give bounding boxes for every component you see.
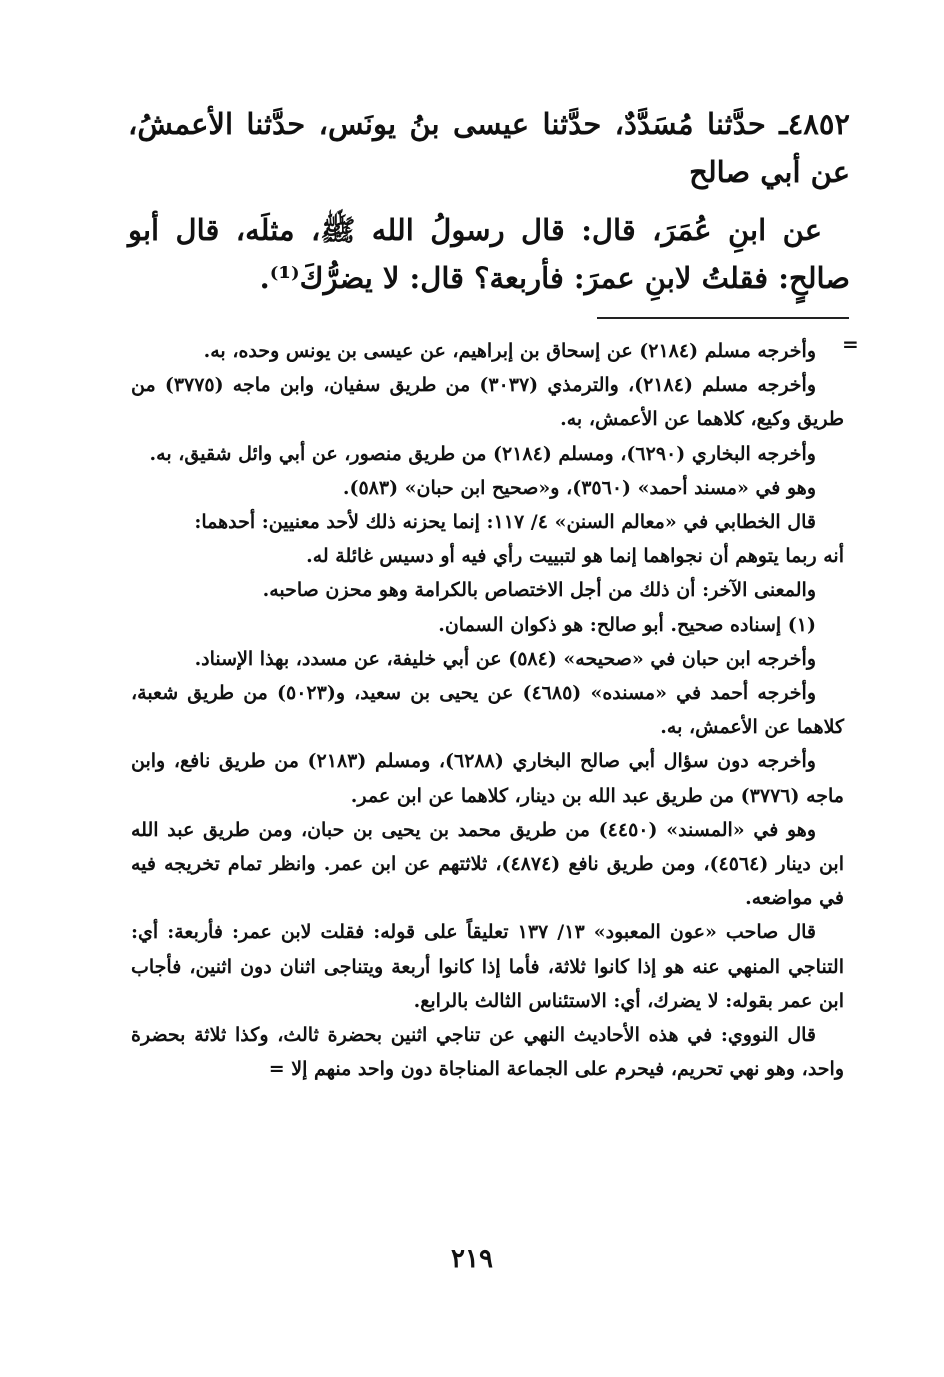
footnotes: [131, 334, 844, 1086]
footnote-paragraph: وهو في «مسند أحمد» (٣٥٦٠)، و«صحيح ابن حبان» (٥٨٣).: [342, 476, 816, 499]
footnote-paragraph: والمعنى الآخر: أن ذلك من أجل الاختصاص بالكرامة وهو محزن صاحبه.: [262, 579, 816, 602]
footnote-paragraph: قال صاحب «عون المعبود» ١٣/ ١٣٧ تعليقاً على قوله: فقلت لابن عمر: فأربعة: أي: التناجي المنهي عنه هو إذا كانوا ثلاثة، فأما إذا كانوا أربعة ويتناجى اثنان دون اثنين، فأجاب ابن عمر بقوله: لا يضرك، أي: الاستئناس الثالث بالرابع.: [131, 921, 844, 1012]
footnote-separator: [597, 317, 849, 319]
hadith-text: [128, 100, 850, 302]
footnote-paragraph: وأخرجه دون سؤال أبي صالح البخاري (٦٢٨٨)، ومسلم (٢١٨٣) من طريق نافع، وابن ماجه (٣٧٧٦) من طريق عبد الله بن دينار، كلاهما عن ابن عمر.: [131, 750, 844, 807]
hadith-isnad: ٤٨٥٢ـ حدَّثنا مُسَدَّدٌ، حدَّثنا عيسى بنُ يونَس، حدَّثنا الأعمشُ، عن أبي صالح: [128, 107, 850, 189]
footnote-paragraph: وأخرجه مسلم (٢١٨٤) عن إسحاق بن إبراهيم، عن عيسى بن يونس وحده، به.: [203, 340, 816, 362]
footnote-paragraph: قال النووي: في هذه الأحاديث النهي عن تناجي اثنين بحضرة ثالث، وكذا ثلاثة بحضرة واحد، وهو نهي تحريم، فيحرم على الجماعة المناجاة دون واحد منهم إلا =: [131, 1024, 844, 1081]
footnote-paragraph: وأخرجه البخاري (٦٢٩٠)، ومسلم (٢١٨٤) من طريق منصور، عن أبي وائل شقيق، به.: [149, 442, 816, 465]
footnote-paragraph: وأخرجه أحمد في «مسنده» (٤٦٨٥) عن يحيى بن سعيد، و(٥٠٢٣) من طريق شعبة، كلاهما عن الأعمش، به.: [131, 682, 844, 739]
footnote-1: (١) إسناده صحيح. أبو صالح: هو ذكوان السمان.: [438, 613, 816, 636]
page-number: ٢١٩: [451, 1244, 493, 1274]
footnote-paragraph: وأخرجه مسلم (٢١٨٤)، والترمذي (٣٠٣٧) من طريق سفيان، وابن ماجه (٣٧٧٥) من طريق وكيع، كلاهما عن الأعمش، به.: [131, 374, 844, 431]
hadith-matn: عن ابنِ عُمَرَ، قال: قال رسولُ الله ﷺ، مثلَه، قال أبو صالحٍ: فقلتُ لابنِ عمرَ: فأربعة؟ قال: لا يضرُّكَ⁽¹⁾.: [128, 213, 850, 295]
footnote-continuation-mark: =: [842, 332, 859, 356]
footnote-paragraph: وهو في «المسند» (٤٤٥٠) من طريق محمد بن يحيى بن حبان، ومن طريق عبد الله ابن دينار (٤٥٦٤)، ومن طريق نافع (٤٨٧٤)، ثلاثتهم عن ابن عمر. وانظر تمام تخريجه فيه في مواضعه.: [131, 818, 844, 910]
footnote-paragraph: أنه ربما يتوهم أن نجواهما إنما هو لتبييت رأي فيه أو دسيس غائلة له.: [306, 545, 844, 568]
footnote-paragraph: وأخرجه ابن حبان في «صحيحه» (٥٨٤) عن أبي خليفة، عن مسدد، بهذا الإسناد.: [194, 647, 816, 670]
footnote-paragraph: قال الخطابي في «معالم السنن» ٤/ ١١٧: إنما يحزنه ذلك لأحد معنيين: أحدهما:: [194, 511, 816, 534]
